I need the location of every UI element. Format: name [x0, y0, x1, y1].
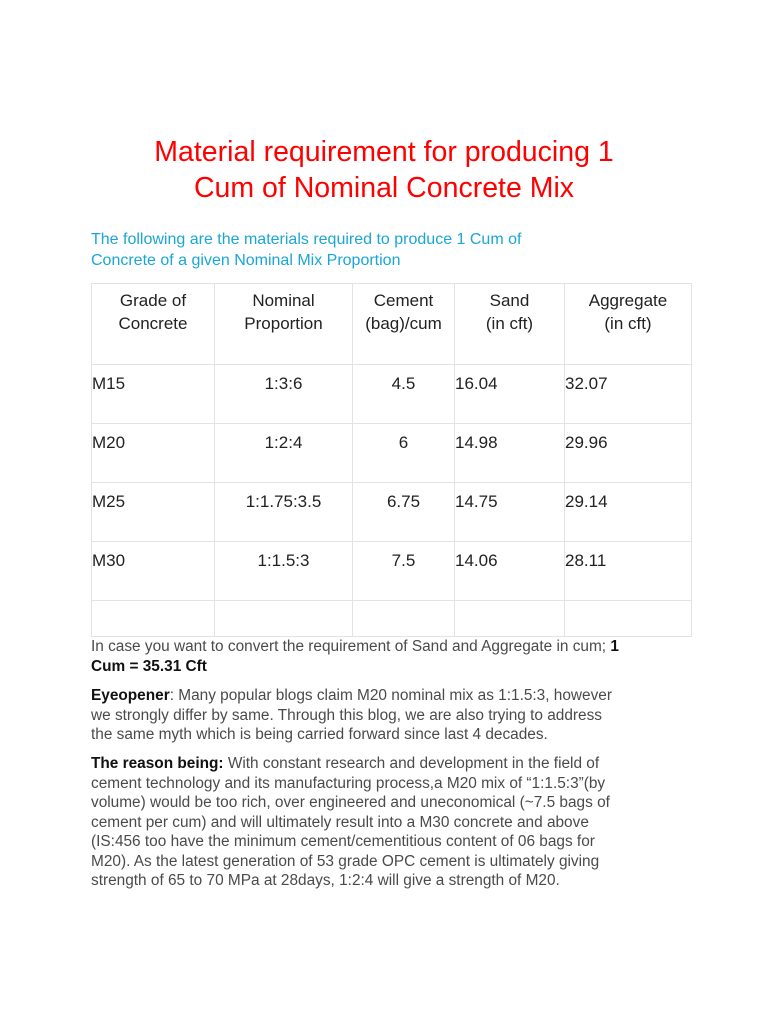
title-line-2: Cum of Nominal Concrete Mix	[193, 172, 575, 204]
table-header-row	[92, 284, 692, 365]
header-aggregate-line-1: Aggregate	[588, 291, 668, 310]
reason-line-6: M20). As the latest generation of 53 grade OPC cement is ultimately giving	[91, 852, 600, 870]
cell-aggregate: 28.11	[565, 542, 692, 601]
cell-proportion: 1:1.75:3.5	[215, 483, 353, 542]
cell-grade: M30	[92, 542, 215, 601]
header-grade-line-1: Grade of	[119, 291, 187, 310]
header-aggregate-line-2: (in cft)	[604, 314, 652, 333]
empty-cell	[353, 601, 455, 637]
cell-cement: 6	[353, 424, 455, 483]
eyeopener-line-1	[91, 686, 691, 706]
cell-grade: M25	[92, 483, 215, 542]
cell-sand: 16.04	[455, 365, 565, 424]
empty-cell	[565, 601, 692, 637]
table-row	[92, 542, 692, 601]
reason-text: With constant research and development in the field of	[223, 755, 600, 772]
cell-aggregate: 32.07	[565, 365, 692, 424]
conversion-line-2	[91, 657, 691, 677]
empty-cell	[455, 601, 565, 637]
title-line-1: Material requirement for producing 1	[154, 136, 614, 168]
eyeopener-paragraph	[91, 686, 691, 745]
reason-line-5: (IS:456 too have the minimum cement/cementitious content of 06 bags for	[91, 833, 595, 850]
table-row	[92, 424, 692, 483]
header-cement	[353, 284, 455, 365]
reason-line-3: volume) would be too rich, over engineered and uneconomical (~7.5 bags of	[91, 794, 610, 811]
empty-cell	[215, 601, 353, 637]
header-sand-line-1: Sand	[489, 291, 530, 310]
empty-cell	[92, 601, 215, 637]
header-sand	[455, 284, 565, 365]
intro-text	[91, 229, 691, 271]
eyeopener-line-2: we strongly differ by same. Through this blog, we are also trying to address	[91, 706, 603, 724]
table-row	[92, 483, 692, 542]
cell-proportion: 1:1.5:3	[215, 542, 353, 601]
reason-line-2: cement technology and its manufacturing process,a M20 mix of “1:1.5:3”(by	[91, 774, 606, 792]
intro-line-2: Concrete of a given Nominal Mix Proportion	[91, 252, 401, 269]
cell-sand: 14.98	[455, 424, 565, 483]
conversion-bold-end: Cum = 35.31 Cft	[91, 657, 207, 675]
cell-grade: M20	[92, 424, 215, 483]
table-row-empty	[92, 601, 692, 637]
cell-proportion: 1:3:6	[215, 365, 353, 424]
header-sand-line-2: (in cft)	[485, 314, 534, 333]
header-cement-line-1: Cement	[373, 291, 434, 310]
reason-label: The reason being:	[91, 755, 224, 772]
cell-cement: 7.5	[353, 542, 455, 601]
table-row	[92, 365, 692, 424]
cell-grade: M15	[92, 365, 215, 424]
mix-table	[91, 283, 692, 637]
header-grade	[92, 284, 215, 365]
intro-line-1: The following are the materials required to produce 1 Cum of	[91, 231, 522, 248]
reason-line-4: cement per cum) and will ultimately result into a M30 concrete and above	[91, 813, 589, 831]
cell-sand: 14.06	[455, 542, 565, 601]
cell-aggregate: 29.14	[565, 483, 692, 542]
conversion-line-1	[91, 637, 691, 657]
cell-cement: 6.75	[353, 483, 455, 542]
reason-paragraph	[91, 754, 691, 891]
conversion-text: In case you want to convert the requirement of Sand and Aggregate in cum;	[91, 638, 611, 655]
header-grade-line-2: Concrete	[118, 314, 188, 333]
eyeopener-line-3: the same myth which is being carried forward since last 4 decades.	[91, 726, 548, 743]
cell-sand: 14.75	[455, 483, 565, 542]
reason-line-7: strength of 65 to 70 MPa at 28days, 1:2:4 will give a strength of M20.	[91, 872, 560, 889]
header-proportion-line-1: Nominal	[252, 291, 315, 310]
cell-aggregate: 29.96	[565, 424, 692, 483]
header-proportion	[215, 284, 353, 365]
conversion-bold-start: 1	[610, 638, 619, 655]
eyeopener-label: Eyeopener	[91, 687, 170, 704]
page-title	[60, 134, 708, 206]
eyeopener-text: : Many popular blogs claim M20 nominal mix as 1:1.5:3, however	[169, 687, 612, 704]
header-cement-line-2: (bag)/cum	[365, 314, 442, 333]
cell-proportion: 1:2:4	[215, 424, 353, 483]
reason-line-1	[91, 754, 691, 774]
header-proportion-line-2: Proportion	[244, 314, 323, 333]
header-aggregate	[565, 284, 692, 365]
cell-cement: 4.5	[353, 365, 455, 424]
conversion-paragraph	[91, 637, 691, 676]
